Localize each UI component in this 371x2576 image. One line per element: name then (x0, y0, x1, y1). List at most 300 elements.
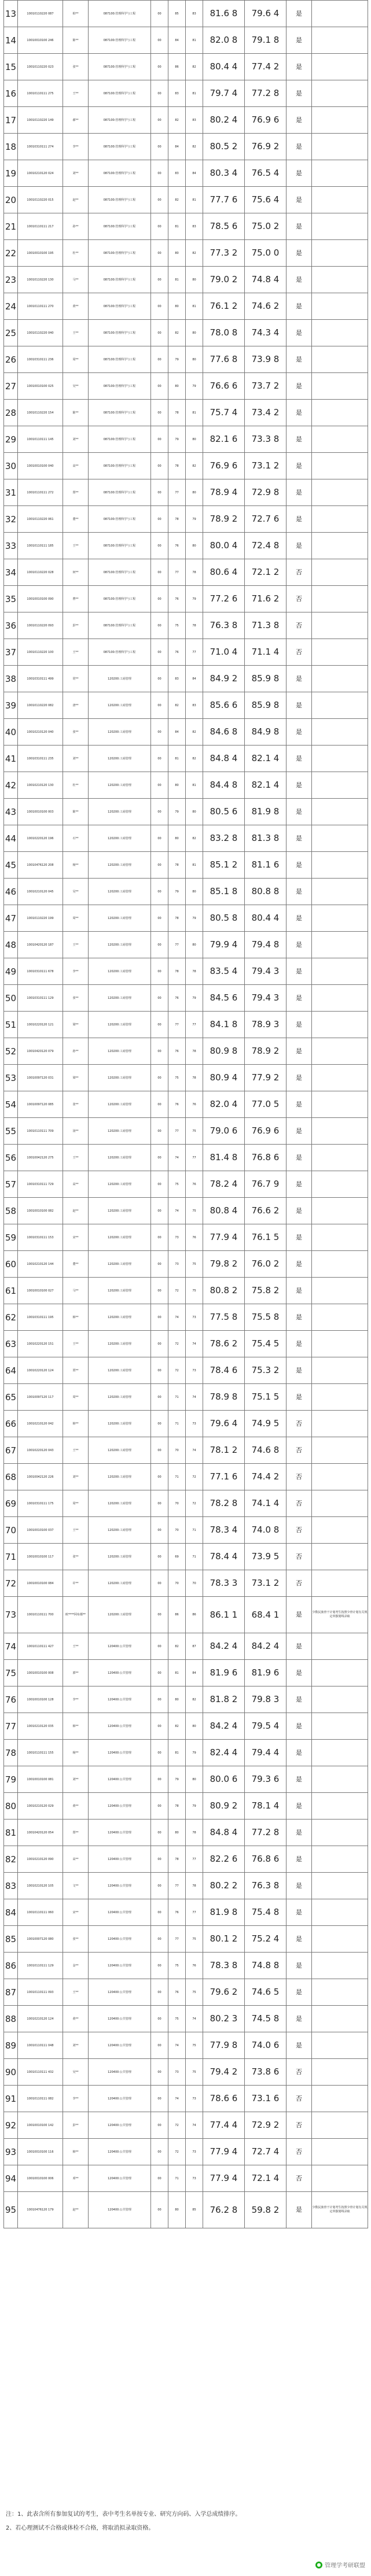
cell-direction: 00 (151, 1686, 168, 1713)
cell-score-a: 76 (168, 639, 186, 666)
cell-admit: 否 (286, 2086, 312, 2112)
cell-name: 周** (63, 346, 89, 373)
cell-name: 彭** (63, 612, 89, 639)
cell-major: 087100:管理科学与工程 (89, 187, 151, 213)
cell-major: 120200:工商管理 (89, 1384, 151, 1411)
cell-rank: 54 (4, 1091, 18, 1118)
cell-remark (312, 1544, 368, 1570)
cell-name: 邓** (63, 2165, 89, 2192)
cell-score-c: 82.0 8 (203, 27, 245, 54)
cell-major: 120400:公共管理 (89, 2032, 151, 2059)
cell-score-a: 80 (168, 1686, 186, 1713)
cell-rank: 91 (4, 2086, 18, 2112)
table-row (4, 240, 368, 267)
cell-exam-id: 10010220120 151 (18, 1331, 63, 1357)
cell-score-c: 78.3 4 (203, 1517, 245, 1544)
cell-score-b: 73 (186, 2165, 203, 2192)
cell-major: 120400:公共管理 (89, 1979, 151, 2006)
cell-direction: 00 (151, 506, 168, 533)
cell-exam-id: 10010110220 028 (18, 559, 63, 586)
cell-direction: 00 (151, 107, 168, 134)
cell-exam-id: 10010010100 003 (18, 799, 63, 825)
cell-score-c: 78.3 8 (203, 1953, 245, 1979)
cell-major: 087100:管理科学与工程 (89, 240, 151, 267)
cell-major: 120400:公共管理 (89, 1820, 151, 1846)
cell-score-a: 82 (168, 320, 186, 346)
cell-admit: 是 (286, 772, 312, 799)
cell-rank: 67 (4, 1437, 18, 1464)
cell-exam-id: 10010476120 208 (18, 852, 63, 879)
table-row (4, 2112, 368, 2139)
cell-direction: 00 (151, 134, 168, 160)
cell-name: 高** (63, 1846, 89, 1873)
cell-name: 郭** (63, 1660, 89, 1686)
cell-major: 120200:工商管理 (89, 799, 151, 825)
cell-remark (312, 1846, 368, 1873)
table-row (4, 1820, 368, 1846)
cell-direction: 00 (151, 1331, 168, 1357)
cell-name: 宋** (63, 1899, 89, 1926)
cell-major: 087100:管理科学与工程 (89, 373, 151, 400)
cell-score-b: 80 (186, 1713, 203, 1740)
cell-remark (312, 533, 368, 559)
cell-score-c: 82.2 6 (203, 1846, 245, 1873)
cell-major: 120400:公共管理 (89, 2139, 151, 2165)
cell-name: 韩** (63, 1304, 89, 1331)
cell-exam-id: 10010310111 175 (18, 1490, 63, 1517)
cell-total: 72.7 4 (245, 2139, 286, 2165)
cell-score-c: 76.2 8 (203, 2192, 245, 2228)
cell-major: 120200:工商管理 (89, 1224, 151, 1251)
cell-direction: 00 (151, 1899, 168, 1926)
cell-score-c: 82.1 6 (203, 426, 245, 453)
cell-admit: 是 (286, 1793, 312, 1820)
cell-score-a: 78 (168, 506, 186, 533)
cell-rank: 29 (4, 426, 18, 453)
cell-total: 59.8 2 (245, 2192, 286, 2228)
cell-exam-id: 10010220120 196 (18, 825, 63, 852)
cell-total: 85.9 8 (245, 692, 286, 719)
cell-rank: 49 (4, 958, 18, 985)
cell-score-b: 78 (186, 559, 203, 586)
cell-major: 087100:管理科学与工程 (89, 453, 151, 479)
cell-remark (312, 1713, 368, 1740)
cell-score-b: 80 (186, 533, 203, 559)
cell-score-b: 77 (186, 639, 203, 666)
cell-rank: 25 (4, 320, 18, 346)
table-row (4, 1145, 368, 1171)
table-row (4, 1065, 368, 1091)
cell-remark (312, 719, 368, 746)
cell-score-c: 78.9 2 (203, 506, 245, 533)
table-row (4, 1686, 368, 1713)
cell-admit: 是 (286, 1357, 312, 1384)
cell-major: 120200:工商管理 (89, 772, 151, 799)
cell-score-a: 80 (168, 240, 186, 267)
cell-remark (312, 453, 368, 479)
cell-name: 李** (63, 1686, 89, 1713)
cell-major: 120200:工商管理 (89, 1012, 151, 1038)
cell-name: 马** (63, 267, 89, 293)
cell-rank: 34 (4, 559, 18, 586)
cell-rank: 51 (4, 1012, 18, 1038)
cell-major: 087100:管理科学与工程 (89, 1, 151, 27)
cell-score-b: 73 (186, 2086, 203, 2112)
cell-name: 韩** (63, 1713, 89, 1740)
cell-rank: 58 (4, 1198, 18, 1224)
cell-exam-id: 10010110111 432 (18, 2059, 63, 2086)
cell-name: 刘** (63, 2032, 89, 2059)
cell-score-b: 83 (186, 107, 203, 134)
cell-rank: 69 (4, 1490, 18, 1517)
cell-score-b: 78 (186, 1038, 203, 1065)
table-row (4, 1544, 368, 1570)
cell-direction: 00 (151, 1012, 168, 1038)
cell-admit: 是 (286, 506, 312, 533)
cell-score-b: 82 (186, 719, 203, 746)
cell-admit: 是 (286, 958, 312, 985)
cell-score-b: 75 (186, 1278, 203, 1304)
cell-exam-id: 10010007120 080 (18, 1926, 63, 1953)
cell-score-c: 81.9 8 (203, 1899, 245, 1926)
cell-score-c: 77.3 2 (203, 240, 245, 267)
cell-total: 73.4 2 (245, 400, 286, 426)
cell-major: 087100:管理科学与工程 (89, 586, 151, 612)
cell-score-b: 85 (186, 2192, 203, 2228)
cell-total: 79.3 6 (245, 1766, 286, 1793)
cell-admit: 是 (286, 213, 312, 240)
cell-admit: 是 (286, 746, 312, 772)
cell-direction: 00 (151, 1740, 168, 1766)
cell-direction: 00 (151, 825, 168, 852)
cell-name: 曹** (63, 586, 89, 612)
cell-score-c: 84.8 4 (203, 746, 245, 772)
table-row (4, 346, 368, 373)
cell-total: 72.7 6 (245, 506, 286, 533)
table-row (4, 666, 368, 692)
score-table (3, 0, 368, 2228)
cell-score-b: 71 (186, 1517, 203, 1544)
cell-score-a: 77 (168, 1012, 186, 1038)
cell-rank: 63 (4, 1331, 18, 1357)
cell-rank: 59 (4, 1224, 18, 1251)
cell-direction: 00 (151, 1517, 168, 1544)
cell-remark (312, 1278, 368, 1304)
cell-direction: 00 (151, 1490, 168, 1517)
cell-admit: 是 (286, 240, 312, 267)
cell-admit: 是 (286, 905, 312, 932)
cell-rank: 15 (4, 54, 18, 80)
table-row (4, 506, 368, 533)
cell-score-c: 79.8 2 (203, 1251, 245, 1278)
cell-name: 高** (63, 453, 89, 479)
cell-rank: 19 (4, 160, 18, 187)
cell-exam-id: 10010310111 129 (18, 985, 63, 1012)
cell-direction: 00 (151, 2192, 168, 2228)
cell-major: 087100:管理科学与工程 (89, 293, 151, 320)
cell-rank: 46 (4, 879, 18, 905)
cell-admit: 否 (286, 1411, 312, 1437)
cell-remark (312, 1198, 368, 1224)
cell-admit: 是 (286, 1686, 312, 1713)
cell-score-a: 81 (168, 1660, 186, 1686)
cell-admit: 是 (286, 1012, 312, 1038)
cell-score-c: 80.5 8 (203, 905, 245, 932)
cell-direction: 00 (151, 958, 168, 985)
cell-score-a: 75 (168, 1171, 186, 1198)
cell-exam-id: 10010110220 040 (18, 320, 63, 346)
cell-score-b: 75 (186, 1118, 203, 1145)
cell-name: 杜** (63, 772, 89, 799)
cell-exam-id: 10010010100 116 (18, 2139, 63, 2165)
cell-exam-id: 10010210120 090 (18, 1846, 63, 1873)
cell-score-a: 74 (168, 1304, 186, 1331)
cell-exam-id: 10010110220 087 (18, 1, 63, 27)
table-row (4, 1517, 368, 1544)
cell-direction: 00 (151, 2006, 168, 2032)
cell-direction: 00 (151, 1544, 168, 1570)
cell-total: 75.2 4 (245, 1926, 286, 1953)
cell-score-b: 73 (186, 2139, 203, 2165)
cell-score-b: 79 (186, 905, 203, 932)
cell-rank: 22 (4, 240, 18, 267)
cell-admit: 是 (286, 1038, 312, 1065)
cell-exam-id: 10010210120 130 (18, 772, 63, 799)
wechat-icon: ● (315, 2562, 322, 2568)
cell-admit: 是 (286, 1091, 312, 1118)
cell-remark (312, 1979, 368, 2006)
cell-name: 刘** (63, 426, 89, 453)
cell-direction: 00 (151, 533, 168, 559)
table-row (4, 267, 368, 293)
cell-score-b: 77 (186, 1145, 203, 1171)
cell-rank: 56 (4, 1145, 18, 1171)
table-row (4, 1437, 368, 1464)
cell-remark (312, 799, 368, 825)
table-row (4, 1713, 368, 1740)
cell-score-a: 79 (168, 1766, 186, 1793)
table-row (4, 825, 368, 852)
cell-score-c: 80.8 2 (203, 1278, 245, 1304)
cell-admit: 否 (286, 586, 312, 612)
cell-direction: 00 (151, 1633, 168, 1660)
cell-admit: 是 (286, 187, 312, 213)
cell-total: 84.9 8 (245, 719, 286, 746)
cell-score-a: 74 (168, 2086, 186, 2112)
cell-major: 120400:公共管理 (89, 2112, 151, 2139)
cell-score-c: 78.5 6 (203, 213, 245, 240)
cell-exam-id: 10010110220 199 (18, 905, 63, 932)
cell-total: 79.1 8 (245, 27, 286, 54)
cell-direction: 00 (151, 2165, 168, 2192)
table-row (4, 1384, 368, 1411)
cell-major: 120400:公共管理 (89, 2086, 151, 2112)
cell-total: 77.2 8 (245, 1820, 286, 1846)
cell-remark (312, 932, 368, 958)
cell-total: 73.9 5 (245, 1544, 286, 1570)
cell-direction: 00 (151, 905, 168, 932)
cell-score-a: 85 (168, 1, 186, 27)
table-row (4, 772, 368, 799)
cell-rank: 70 (4, 1517, 18, 1544)
cell-major: 087100:管理科学与工程 (89, 533, 151, 559)
cell-rank: 17 (4, 107, 18, 134)
cell-admit: 是 (286, 1660, 312, 1686)
cell-remark (312, 1357, 368, 1384)
cell-remark (312, 586, 368, 612)
table-row (4, 1953, 368, 1979)
cell-admit: 是 (286, 1713, 312, 1740)
cell-remark (312, 240, 368, 267)
cell-major: 120400:公共管理 (89, 1846, 151, 1873)
cell-direction: 00 (151, 1065, 168, 1091)
cell-direction: 00 (151, 879, 168, 905)
cell-remark (312, 1633, 368, 1660)
cell-score-c: 84.9 2 (203, 666, 245, 692)
cell-major: 087100:管理科学与工程 (89, 134, 151, 160)
cell-exam-id: 10010110111 272 (18, 479, 63, 506)
cell-exam-id: 10010010100 117 (18, 1544, 63, 1570)
cell-total: 76.8 6 (245, 1145, 286, 1171)
table-row (4, 27, 368, 54)
cell-score-c: 84.5 6 (203, 985, 245, 1012)
cell-score-b: 81 (186, 27, 203, 54)
cell-name: 刘** (63, 1766, 89, 1793)
cell-score-c: 78.1 2 (203, 1437, 245, 1464)
cell-score-a: 69 (168, 1544, 186, 1570)
cell-total: 76.9 2 (245, 134, 286, 160)
cell-score-a: 75 (168, 2006, 186, 2032)
cell-remark (312, 1304, 368, 1331)
cell-total: 76.6 2 (245, 1198, 286, 1224)
table-row (4, 1357, 368, 1384)
cell-major: 087100:管理科学与工程 (89, 506, 151, 533)
cell-score-a: 77 (168, 479, 186, 506)
cell-score-c: 78.2 8 (203, 1490, 245, 1517)
cell-exam-id: 10010010100 081 (18, 1766, 63, 1793)
cell-direction: 00 (151, 746, 168, 772)
cell-name: 吴** (63, 2059, 89, 2086)
cell-total: 74.1 4 (245, 1490, 286, 1517)
cell-exam-id: 10010110220 093 (18, 612, 63, 639)
cell-rank: 75 (4, 1660, 18, 1686)
cell-total: 74.0 6 (245, 2032, 286, 2059)
cell-major: 120200:工商管理 (89, 1597, 151, 1633)
cell-total: 73.8 6 (245, 2059, 286, 2086)
table-row (4, 1091, 368, 1118)
cell-direction: 00 (151, 692, 168, 719)
cell-total: 74.8 4 (245, 267, 286, 293)
cell-name: 董** (63, 506, 89, 533)
table-row (4, 2192, 368, 2228)
cell-score-b: 74 (186, 1384, 203, 1411)
cell-score-c: 82.4 4 (203, 1740, 245, 1766)
cell-score-a: 86 (168, 1597, 186, 1633)
cell-major: 120400:公共管理 (89, 1660, 151, 1686)
cell-major: 087100:管理科学与工程 (89, 54, 151, 80)
cell-rank: 90 (4, 2059, 18, 2086)
cell-exam-id: 10010210120 029 (18, 1793, 63, 1820)
cell-remark (312, 1118, 368, 1145)
cell-score-b: 78 (186, 958, 203, 985)
cell-score-b: 74 (186, 2112, 203, 2139)
cell-rank: 20 (4, 187, 18, 213)
cell-total: 76.9 6 (245, 1118, 286, 1145)
cell-rank: 73 (4, 1597, 18, 1633)
cell-exam-id: 10010110111 700 (18, 1597, 63, 1633)
cell-admit: 是 (286, 1979, 312, 2006)
cell-name: 董** (63, 1251, 89, 1278)
cell-major: 120200:工商管理 (89, 1251, 151, 1278)
cell-exam-id: 10010010100 008 (18, 1660, 63, 1686)
cell-score-b: 77 (186, 1846, 203, 1873)
cell-name: 王** (63, 639, 89, 666)
cell-score-a: 77 (168, 1118, 186, 1145)
cell-score-c: 75.7 4 (203, 400, 245, 426)
cell-score-a: 78 (168, 852, 186, 879)
cell-score-a: 72 (168, 2112, 186, 2139)
cell-remark (312, 2059, 368, 2086)
cell-name: 陈** (63, 799, 89, 825)
cell-rank: 30 (4, 453, 18, 479)
cell-score-a: 81 (168, 746, 186, 772)
cell-score-c: 80.8 4 (203, 1198, 245, 1224)
cell-score-c: 78.0 8 (203, 320, 245, 346)
cell-name: 刘** (63, 746, 89, 772)
cell-score-c: 83.2 8 (203, 825, 245, 852)
cell-direction: 00 (151, 453, 168, 479)
cell-score-b: 82 (186, 825, 203, 852)
cell-major: 120200:工商管理 (89, 692, 151, 719)
cell-rank: 77 (4, 1713, 18, 1740)
cell-remark (312, 1660, 368, 1686)
cell-remark (312, 1490, 368, 1517)
cell-exam-id: 10010110111 145 (18, 426, 63, 453)
cell-total: 75.0 0 (245, 240, 286, 267)
cell-exam-id: 10010097120 031 (18, 1065, 63, 1091)
cell-name: 孙** (63, 1038, 89, 1065)
cell-remark (312, 160, 368, 187)
cell-major: 120400:公共管理 (89, 1686, 151, 1713)
table-row (4, 187, 368, 213)
cell-exam-id: 10010110220 154 (18, 400, 63, 426)
cell-rank: 23 (4, 267, 18, 293)
cell-total: 81.3 8 (245, 825, 286, 852)
cell-rank: 31 (4, 479, 18, 506)
cell-score-a: 80 (168, 293, 186, 320)
cell-remark (312, 107, 368, 134)
cell-direction: 00 (151, 2086, 168, 2112)
cell-score-c: 80.2 3 (203, 2006, 245, 2032)
cell-score-c: 80.5 2 (203, 134, 245, 160)
cell-score-a: 83 (168, 160, 186, 187)
cell-score-c: 84.4 8 (203, 772, 245, 799)
cell-name: 刘** (63, 1464, 89, 1490)
cell-total: 74.0 8 (245, 1517, 286, 1544)
cell-total: 79.8 3 (245, 1686, 286, 1713)
cell-name: 张** (63, 1926, 89, 1953)
cell-name: 王** (63, 1331, 89, 1357)
cell-total: 75.4 5 (245, 1331, 286, 1357)
cell-remark (312, 2032, 368, 2059)
cell-score-b: 80 (186, 426, 203, 453)
cell-score-c: 77.6 8 (203, 346, 245, 373)
cell-name: 张** (63, 54, 89, 80)
cell-score-b: 75 (186, 1926, 203, 1953)
cell-total: 79.4 4 (245, 1740, 286, 1766)
cell-remark (312, 2006, 368, 2032)
cell-name: 许** (63, 1570, 89, 1597)
